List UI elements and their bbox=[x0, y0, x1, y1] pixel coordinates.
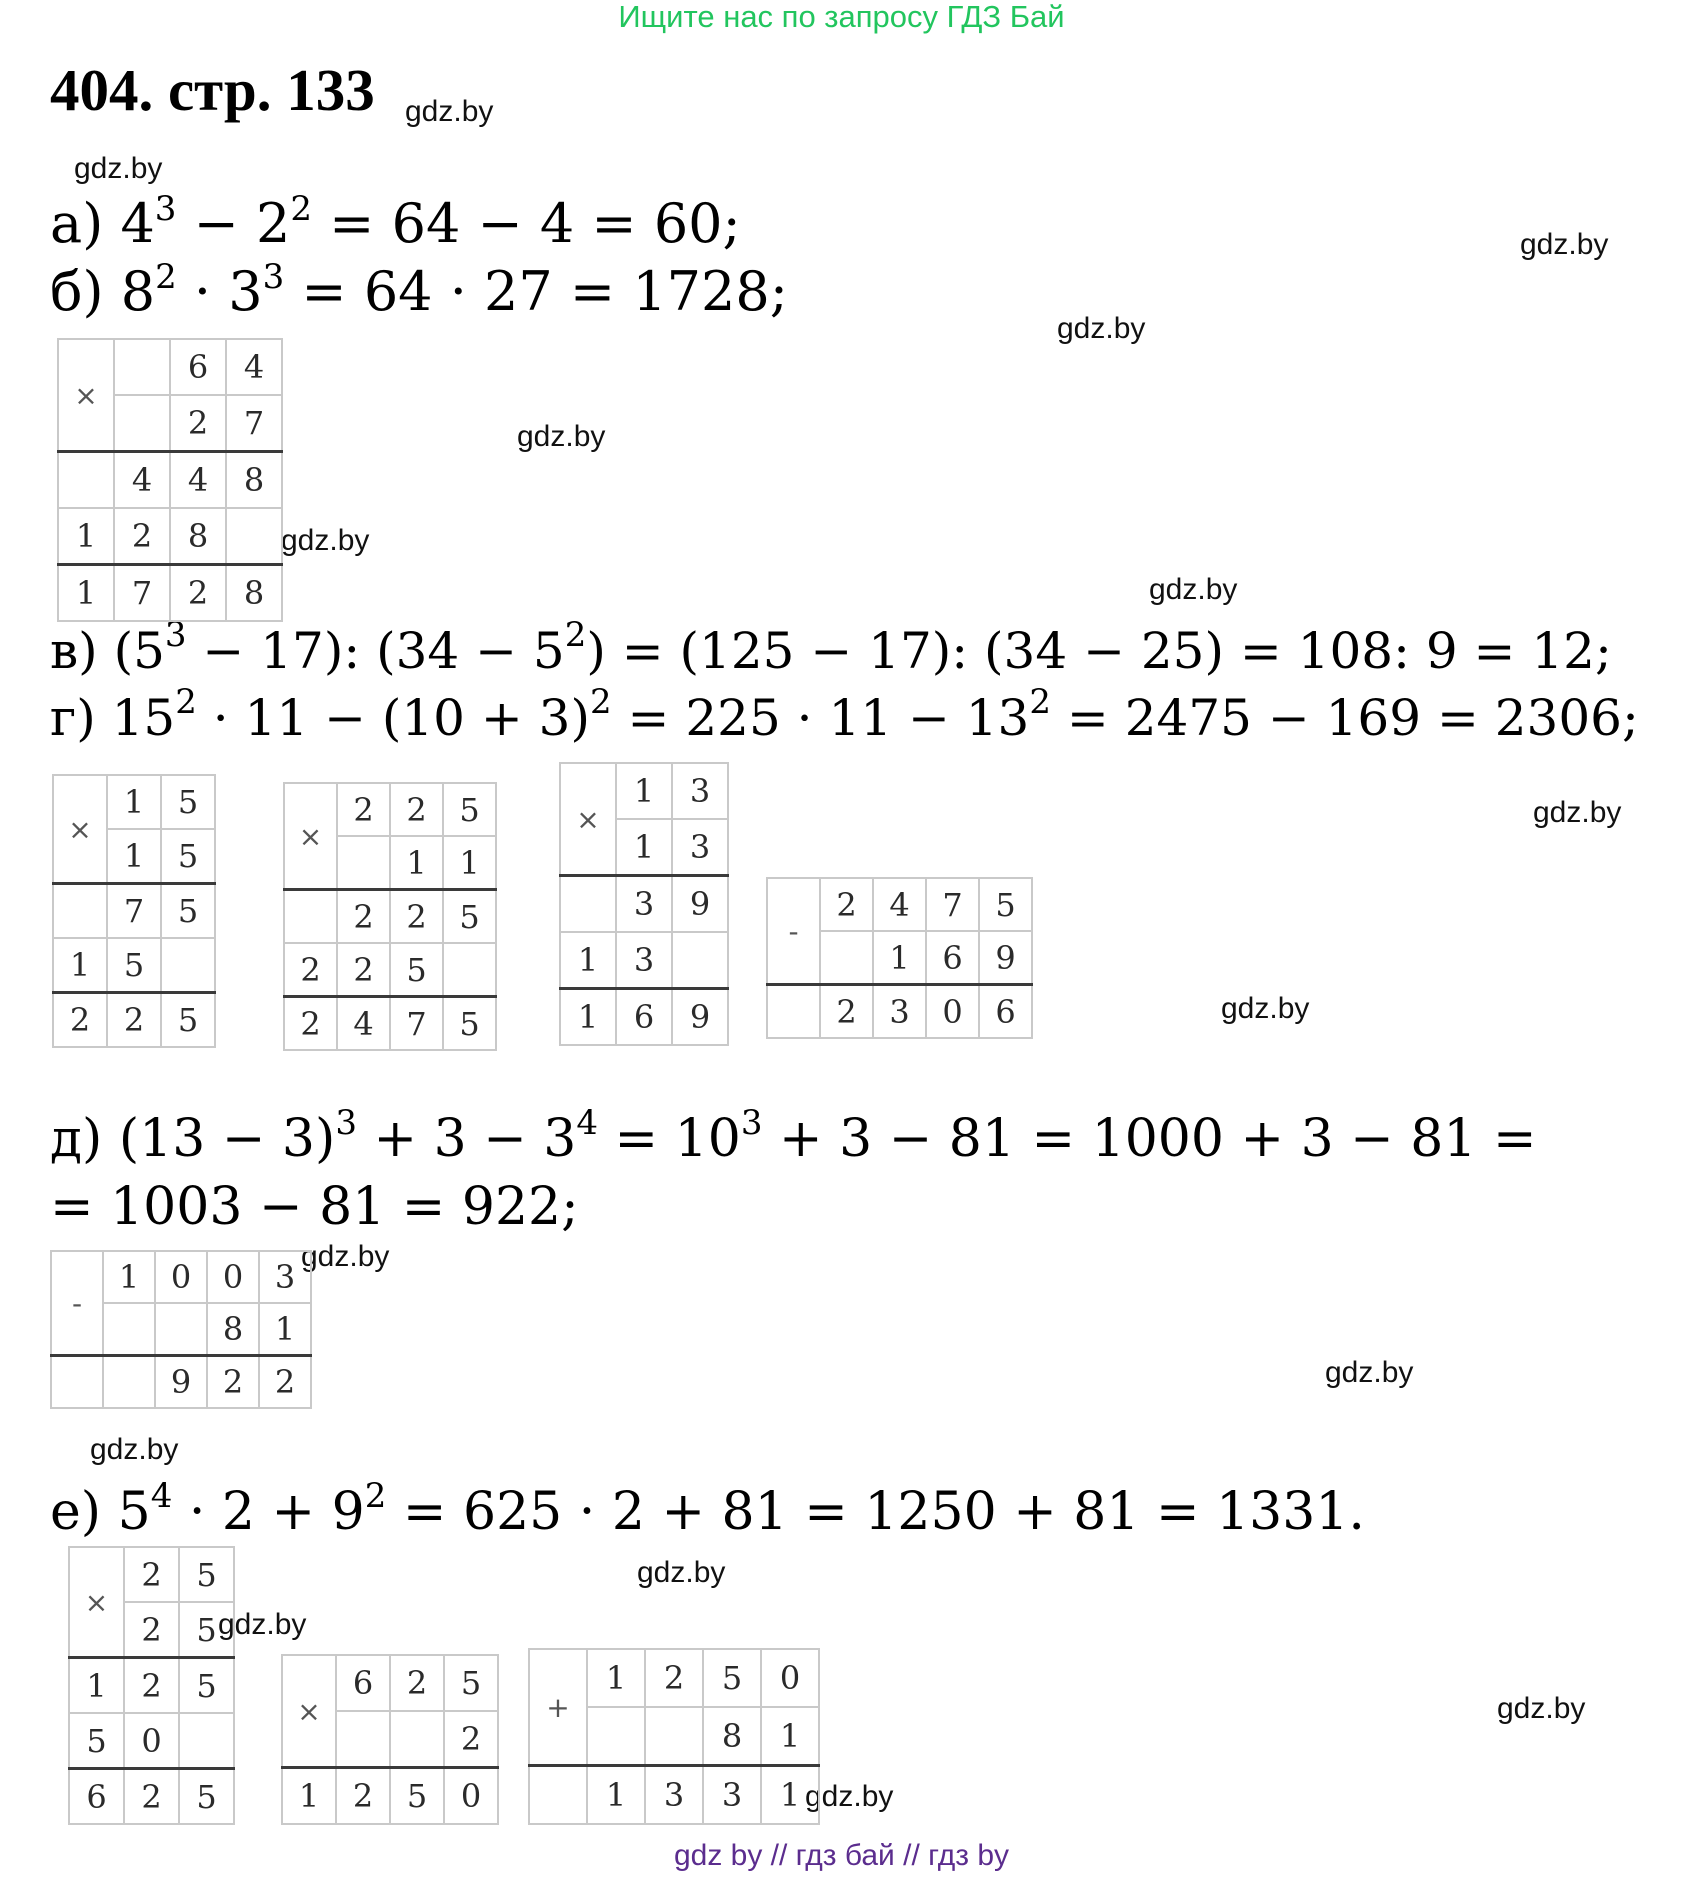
operator-sign: × bbox=[284, 783, 337, 890]
watermark: gdz.by bbox=[637, 1556, 726, 1589]
grid-cell: 3 bbox=[672, 763, 728, 819]
grid-cell: 3 bbox=[259, 1251, 311, 1303]
grid-cell: 2 bbox=[170, 565, 226, 622]
grid-cell: 2 bbox=[124, 1602, 179, 1658]
grid-cell: 1 bbox=[390, 836, 443, 890]
watermark: gdz.by bbox=[1149, 573, 1238, 606]
grid-cell bbox=[820, 931, 873, 985]
grid-cell bbox=[529, 1766, 587, 1825]
grid-cell: 4 bbox=[114, 452, 170, 509]
operator-sign: - bbox=[51, 1251, 103, 1356]
column-multiplication-15x15 bbox=[52, 774, 216, 1048]
grid-cell: 1 bbox=[560, 989, 616, 1046]
grid-cell: 8 bbox=[226, 452, 282, 509]
watermark: gdz.by bbox=[281, 524, 370, 557]
grid-cell: 2 bbox=[337, 783, 390, 836]
equation-e: е) $5^4 \cdot 2 + 9^2 = 625 \cdot 2 + 81 = 1250 + 81 = 1331$. bbox=[50, 1476, 1365, 1542]
grid-cell: 2 bbox=[284, 943, 337, 997]
grid-cell bbox=[114, 339, 170, 395]
grid-cell: 2 bbox=[645, 1649, 703, 1707]
grid-cell bbox=[179, 1713, 234, 1769]
grid-cell: 0 bbox=[761, 1649, 819, 1707]
grid-cell bbox=[103, 1303, 155, 1356]
grid-cell: 1 bbox=[616, 763, 672, 819]
grid-cell: 0 bbox=[207, 1251, 259, 1303]
operator-sign: + bbox=[529, 1649, 587, 1766]
equation-v: в) $(5^3 - 17)$: $(34 - 5^2) = (125 - 17)$: (34 − 25) = 108: 9 = 12; bbox=[50, 615, 1612, 680]
equation-g: г) $15^2 \cdot 11 - (10 + 3)^2 = 225 \cdot 11 - 13^2 = 2475 - 169 = 2306$; bbox=[50, 682, 1639, 747]
grid-cell: 1 bbox=[587, 1766, 645, 1825]
grid-cell: 5 bbox=[161, 993, 215, 1048]
grid-cell: 2 bbox=[820, 878, 873, 931]
operator-sign: × bbox=[560, 763, 616, 876]
grid-cell: 0 bbox=[444, 1768, 498, 1825]
grid-cell bbox=[672, 932, 728, 989]
grid-cell: 7 bbox=[114, 565, 170, 622]
grid-cell: 9 bbox=[672, 876, 728, 933]
grid-cell: 3 bbox=[672, 819, 728, 876]
grid-cell bbox=[336, 1711, 390, 1768]
grid-cell: 1 bbox=[53, 938, 107, 993]
grid-cell: 2 bbox=[390, 890, 443, 944]
search-banner: Ищите нас по запросу ГДЗ Бай bbox=[618, 0, 1065, 34]
operator-sign: × bbox=[282, 1655, 336, 1768]
grid-cell: 2 bbox=[337, 943, 390, 997]
grid-cell: 1 bbox=[443, 836, 496, 890]
grid-cell: 5 bbox=[703, 1649, 761, 1707]
grid-cell: 7 bbox=[226, 395, 282, 452]
grid-cell: 2 bbox=[284, 997, 337, 1051]
grid-cell: 9 bbox=[155, 1356, 207, 1409]
watermark: gdz.by bbox=[1325, 1356, 1414, 1389]
grid-cell: 2 bbox=[207, 1356, 259, 1409]
grid-cell: 5 bbox=[444, 1655, 498, 1711]
grid-cell: 5 bbox=[69, 1713, 124, 1769]
grid-cell: 3 bbox=[616, 876, 672, 933]
grid-cell: 1 bbox=[761, 1766, 819, 1825]
grid-cell: 6 bbox=[170, 339, 226, 395]
grid-cell: 1 bbox=[107, 775, 161, 829]
grid-cell: 5 bbox=[390, 1768, 444, 1825]
grid-cell bbox=[114, 395, 170, 452]
grid-cell: 1 bbox=[58, 565, 114, 622]
grid-cell: 2 bbox=[259, 1356, 311, 1409]
grid-cell: 2 bbox=[820, 985, 873, 1039]
grid-cell bbox=[645, 1707, 703, 1766]
grid-cell: 2 bbox=[124, 1769, 179, 1825]
watermark: gdz.by bbox=[74, 152, 163, 185]
watermark: gdz.by bbox=[805, 1780, 894, 1813]
operator-sign: - bbox=[767, 878, 820, 985]
grid-cell: 9 bbox=[979, 931, 1032, 985]
grid-cell bbox=[767, 985, 820, 1039]
grid-cell: 5 bbox=[179, 1769, 234, 1825]
grid-cell: 5 bbox=[179, 1658, 234, 1714]
grid-cell: 2 bbox=[336, 1768, 390, 1825]
grid-cell: 3 bbox=[616, 932, 672, 989]
equation-d-line2: = 1003 − 81 = 922; bbox=[50, 1177, 579, 1237]
grid-cell: 8 bbox=[207, 1303, 259, 1356]
grid-cell bbox=[587, 1707, 645, 1766]
grid-cell: 5 bbox=[443, 783, 496, 836]
grid-cell: 3 bbox=[645, 1766, 703, 1825]
equation-d: д) $(13 - 3)^3 + 3 - 3^4 = 10^3 + 3 - 81 = 1000 + 3 - 81$ = bbox=[50, 1103, 1537, 1169]
grid-cell: 2 bbox=[124, 1547, 179, 1602]
grid-cell: 3 bbox=[703, 1766, 761, 1825]
grid-cell: 1 bbox=[259, 1303, 311, 1356]
watermark: gdz.by bbox=[90, 1433, 179, 1466]
operator-sign: × bbox=[58, 339, 114, 452]
column-multiplication-25x25 bbox=[68, 1546, 235, 1825]
grid-cell: 1 bbox=[560, 932, 616, 989]
grid-cell: 1 bbox=[107, 829, 161, 884]
grid-cell: 5 bbox=[443, 890, 496, 944]
grid-cell: 4 bbox=[226, 339, 282, 395]
grid-cell: 2 bbox=[53, 993, 107, 1048]
column-addition-1250-81 bbox=[528, 1648, 820, 1825]
grid-cell: 5 bbox=[443, 997, 496, 1051]
grid-cell: 0 bbox=[124, 1713, 179, 1769]
grid-cell: 7 bbox=[390, 997, 443, 1051]
grid-cell: 1 bbox=[58, 508, 114, 565]
grid-cell: 7 bbox=[107, 884, 161, 939]
grid-cell: 5 bbox=[979, 878, 1032, 931]
grid-cell bbox=[53, 884, 107, 939]
grid-cell: 5 bbox=[179, 1547, 234, 1602]
exercise-title: 404. стр. 133 bbox=[50, 57, 375, 123]
grid-cell: 1 bbox=[616, 819, 672, 876]
grid-cell: 2 bbox=[114, 508, 170, 565]
equation-b: б) $8^2 \cdot 3^3 = 64 \cdot 27 = 1728$; bbox=[50, 257, 788, 323]
grid-cell bbox=[103, 1356, 155, 1409]
column-subtraction-2475-169 bbox=[766, 877, 1033, 1039]
watermark: gdz.by bbox=[1497, 1692, 1586, 1725]
grid-cell: 2 bbox=[390, 1655, 444, 1711]
column-multiplication-64x27 bbox=[57, 338, 283, 622]
grid-cell: 2 bbox=[390, 783, 443, 836]
grid-cell bbox=[161, 938, 215, 993]
grid-cell: 2 bbox=[124, 1658, 179, 1714]
grid-cell: 5 bbox=[179, 1602, 234, 1658]
grid-cell bbox=[284, 890, 337, 944]
grid-cell: 1 bbox=[69, 1658, 124, 1714]
grid-cell: 6 bbox=[616, 989, 672, 1046]
grid-cell: 9 bbox=[672, 989, 728, 1046]
watermark: gdz.by bbox=[218, 1608, 307, 1641]
grid-cell: 0 bbox=[155, 1251, 207, 1303]
watermark: gdz.by bbox=[405, 95, 494, 128]
grid-cell: 1 bbox=[873, 931, 926, 985]
grid-cell: 2 bbox=[170, 395, 226, 452]
grid-cell: 6 bbox=[336, 1655, 390, 1711]
grid-cell: 6 bbox=[979, 985, 1032, 1039]
grid-cell bbox=[51, 1356, 103, 1409]
grid-cell: 5 bbox=[161, 829, 215, 884]
grid-cell: 8 bbox=[703, 1707, 761, 1766]
grid-cell bbox=[337, 836, 390, 890]
watermark: gdz.by bbox=[517, 420, 606, 453]
grid-cell bbox=[58, 452, 114, 509]
watermark: gdz.by bbox=[301, 1240, 390, 1273]
watermark: gdz.by bbox=[1533, 796, 1622, 829]
grid-cell: 8 bbox=[226, 565, 282, 622]
grid-cell: 2 bbox=[107, 993, 161, 1048]
column-multiplication-625x2 bbox=[281, 1654, 499, 1825]
grid-cell bbox=[443, 943, 496, 997]
grid-cell: 3 bbox=[873, 985, 926, 1039]
column-multiplication-13x13 bbox=[559, 762, 729, 1046]
grid-cell: 7 bbox=[926, 878, 979, 931]
grid-cell bbox=[390, 1711, 444, 1768]
grid-cell: 0 bbox=[926, 985, 979, 1039]
grid-cell: 4 bbox=[337, 997, 390, 1051]
watermark: gdz.by bbox=[1221, 992, 1310, 1025]
grid-cell: 4 bbox=[873, 878, 926, 931]
operator-sign: × bbox=[53, 775, 107, 884]
grid-cell: 2 bbox=[444, 1711, 498, 1768]
grid-cell: 6 bbox=[69, 1769, 124, 1825]
grid-cell: 8 bbox=[170, 508, 226, 565]
column-subtraction-1003-81 bbox=[50, 1250, 312, 1409]
grid-cell: 5 bbox=[390, 943, 443, 997]
grid-cell: 1 bbox=[587, 1649, 645, 1707]
equation-a: а) $4^3 - 2^2 = 64 - 4 = 60$; bbox=[50, 189, 741, 255]
grid-cell bbox=[560, 876, 616, 933]
grid-cell bbox=[226, 508, 282, 565]
grid-cell: 1 bbox=[282, 1768, 336, 1825]
column-multiplication-225x11 bbox=[283, 782, 497, 1051]
footer-links: gdz by // гдз бай // гдз by bbox=[673, 1839, 1010, 1872]
grid-cell bbox=[155, 1303, 207, 1356]
grid-cell: 5 bbox=[161, 884, 215, 939]
grid-cell: 1 bbox=[103, 1251, 155, 1303]
watermark: gdz.by bbox=[1057, 312, 1146, 345]
operator-sign: × bbox=[69, 1547, 124, 1658]
grid-cell: 1 bbox=[761, 1707, 819, 1766]
grid-cell: 6 bbox=[926, 931, 979, 985]
grid-cell: 5 bbox=[161, 775, 215, 829]
grid-cell: 4 bbox=[170, 452, 226, 509]
grid-cell: 2 bbox=[337, 890, 390, 944]
watermark: gdz.by bbox=[1520, 228, 1609, 261]
grid-cell: 5 bbox=[107, 938, 161, 993]
